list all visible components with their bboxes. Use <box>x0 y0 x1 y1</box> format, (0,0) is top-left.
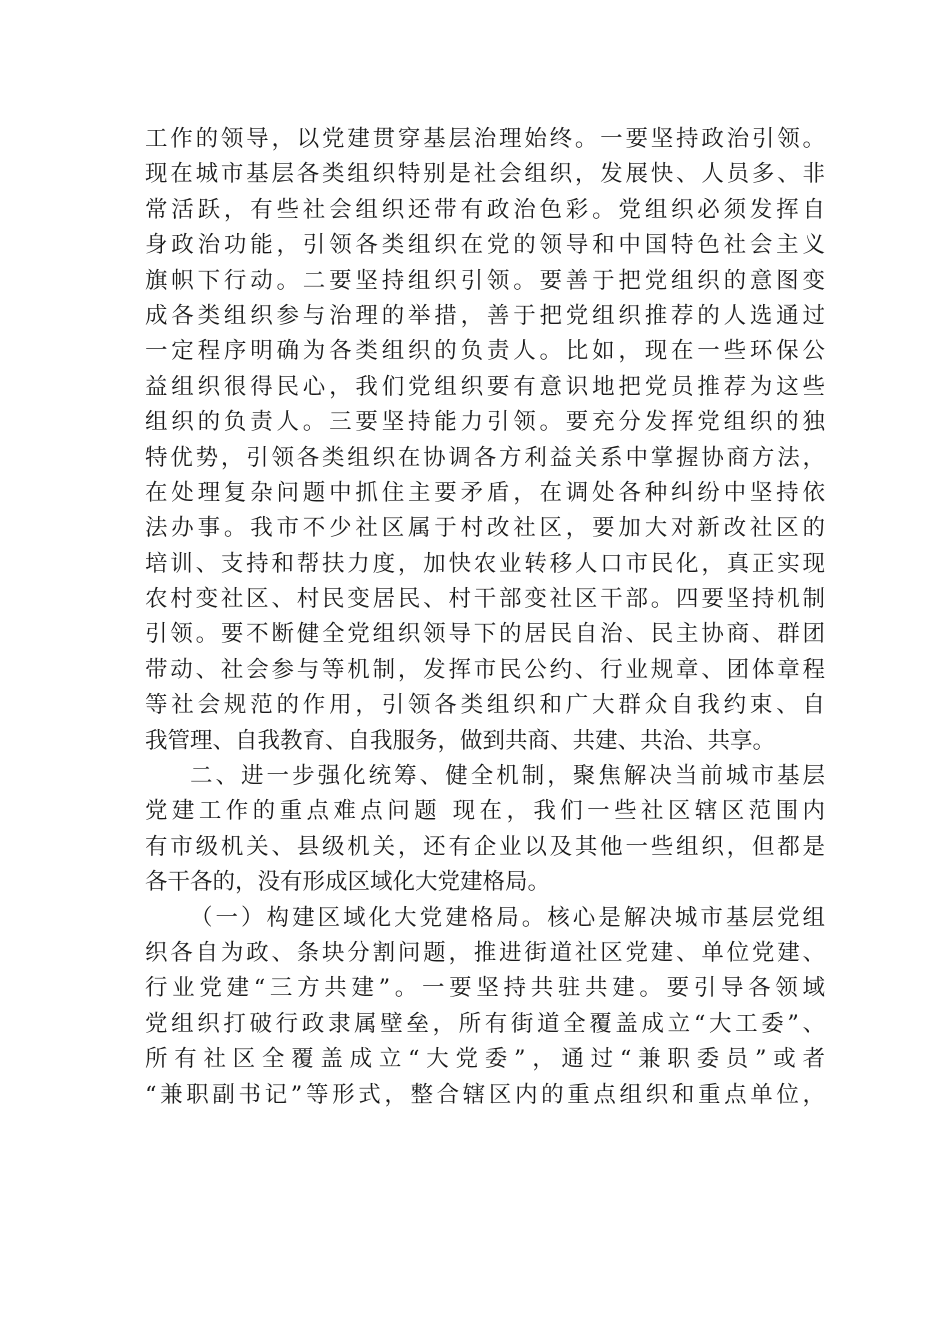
text-line: 所有社区全覆盖成立“大党委”，通过“兼职委员”或者 <box>145 1046 825 1073</box>
text-line: 党建工作的重点难点问题 现在，我们一些社区辖区范围内 <box>145 798 825 825</box>
text-line: 我管理、自我教育、自我服务，做到共商、共建、共治、共享。 <box>145 727 776 754</box>
text-line: 培训、支持和帮扶力度，加快农业转移人口市民化，真正实现 <box>145 550 825 577</box>
text-line: 组织的负责人。三要坚持能力引领。要充分发挥党组织的独 <box>145 409 825 436</box>
text-line: 织各自为政、条块分割问题，推进街道社区党建、单位党建、 <box>145 939 825 966</box>
text-line: “兼职副书记”等形式，整合辖区内的重点组织和重点单位， <box>145 1081 825 1108</box>
text-line: 现在城市基层各类组织特别是社会组织，发展快、人员多、非 <box>145 161 825 188</box>
text-line: 特优势，引领各类组织在协调各方利益关系中掌握协商方法， <box>145 444 825 471</box>
text-line: 各干各的，没有形成区域化大党建格局。 <box>145 869 551 896</box>
subsection-heading-line: （一）构建区域化大党建格局。核心是解决城市基层党组 <box>190 904 825 931</box>
section-heading-line: 二、进一步强化统筹、健全机制，聚焦解决当前城市基层 <box>190 763 825 790</box>
text-line: 益组织很得民心，我们党组织要有意识地把党员推荐为这些 <box>145 373 825 400</box>
text-line: 法办事。我市不少社区属于村改社区，要加大对新改社区的 <box>145 515 825 542</box>
text-line: 引领。要不断健全党组织领导下的居民自治、民主协商、群团 <box>145 621 825 648</box>
body-text <box>145 122 825 1113</box>
text-line: 成各类组织参与治理的举措，善于把党组织推荐的人选通过 <box>145 302 825 329</box>
text-line: 旗帜下行动。二要坚持组织引领。要善于把党组织的意图变 <box>145 267 825 294</box>
text-line: 农村变社区、村民变居民、村干部变社区干部。四要坚持机制 <box>145 586 825 613</box>
text-line: 身政治功能，引领各类组织在党的领导和中国特色社会主义 <box>145 232 825 259</box>
text-line: 在处理复杂问题中抓住主要矛盾，在调处各种纠纷中坚持依 <box>145 479 825 506</box>
text-line: 党组织打破行政隶属壁垒，所有街道全覆盖成立“大工委”、 <box>145 1010 825 1037</box>
text-line: 等社会规范的作用，引领各类组织和广大群众自我约束、自 <box>145 692 825 719</box>
text-line: 行业党建“三方共建”。一要坚持共驻共建。要引导各领域 <box>145 975 825 1002</box>
text-line: 一定程序明确为各类组织的负责人。比如，现在一些环保公 <box>145 338 825 365</box>
text-line: 带动、社会参与等机制，发挥市民公约、行业规章、团体章程 <box>145 656 825 683</box>
text-line: 常活跃，有些社会组织还带有政治色彩。党组织必须发挥自 <box>145 196 825 223</box>
text-line: 有市级机关、县级机关，还有企业以及其他一些组织，但都是 <box>145 833 825 860</box>
text-line: 工作的领导，以党建贯穿基层治理始终。一要坚持政治引领。 <box>145 126 825 152</box>
